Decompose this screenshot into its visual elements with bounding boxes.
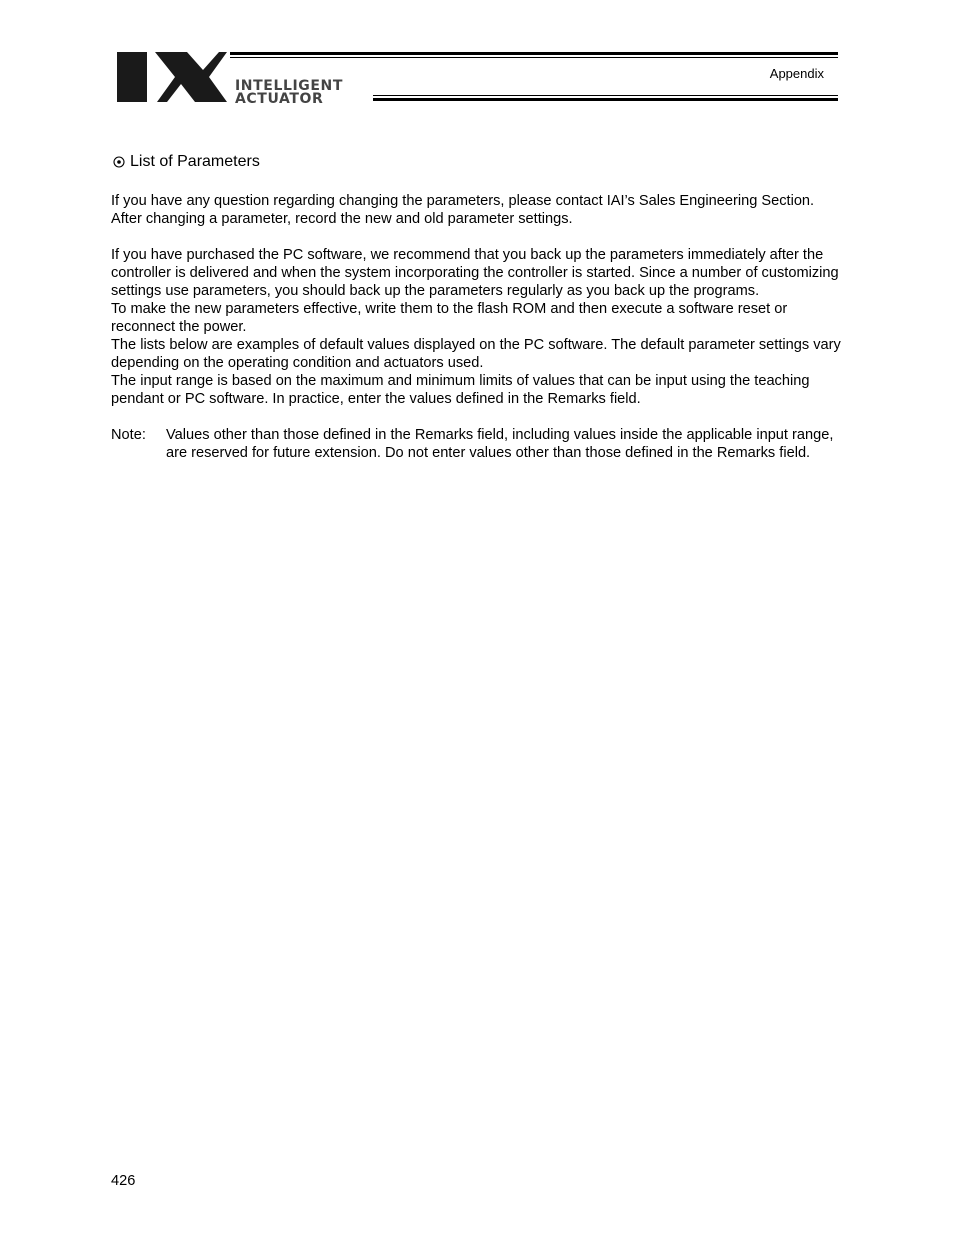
section-label: Appendix [769, 66, 824, 81]
page-number: 426 [111, 1173, 136, 1189]
section-heading [113, 152, 846, 172]
paragraph-input-range: The input range is based on the maximum and minimum limits of values that can be input using the teaching pendant or PC software. In practice, enter the values defined in the Remarks field. [111, 373, 810, 407]
paragraph-effective: To make the new parameters effective, write them to the flash ROM and then execute a software reset or reconnect the power. [111, 301, 788, 335]
header-rule-top-thin [230, 57, 838, 58]
paragraph-defaults: The lists below are examples of default values displayed on the PC software. The default parameter settings vary depending on the operating condition and actuators used. [111, 337, 841, 371]
heading-text: List of Parameters [130, 153, 260, 170]
ix-logo [115, 50, 400, 106]
header-rule-bottom-thick [373, 98, 838, 101]
paragraph-backup: If you have purchased the PC software, we recommend that you back up the parameters immediately after the controller is delivered and when the system incorporating the controller is started. Since a number of customizing settings use parameters, you should back up the parameters regularly as you back up the programs. [111, 247, 839, 299]
note-block [111, 426, 846, 462]
circled-dot-icon [113, 156, 125, 168]
note-text: Values other than those defined in the Remarks field, including values inside the applicable input range, are reserved for future extension. Do not enter values other than those defined in the Remarks field. [166, 427, 834, 461]
paragraph-contact: If you have any question regarding changing the parameters, please contact IAI’s Sales Engineering Section. After changing a parameter, record the new and old parameter settings. [111, 193, 815, 227]
note-label: Note: [111, 427, 146, 443]
svg-text:ACTUATOR: ACTUATOR [235, 91, 324, 106]
header-rule-top-thick [230, 52, 838, 55]
page-header [0, 0, 954, 120]
header-rule-bottom-thin [373, 95, 838, 96]
svg-text:INTELLIGENT: INTELLIGENT [235, 78, 344, 94]
main-content [111, 152, 846, 462]
